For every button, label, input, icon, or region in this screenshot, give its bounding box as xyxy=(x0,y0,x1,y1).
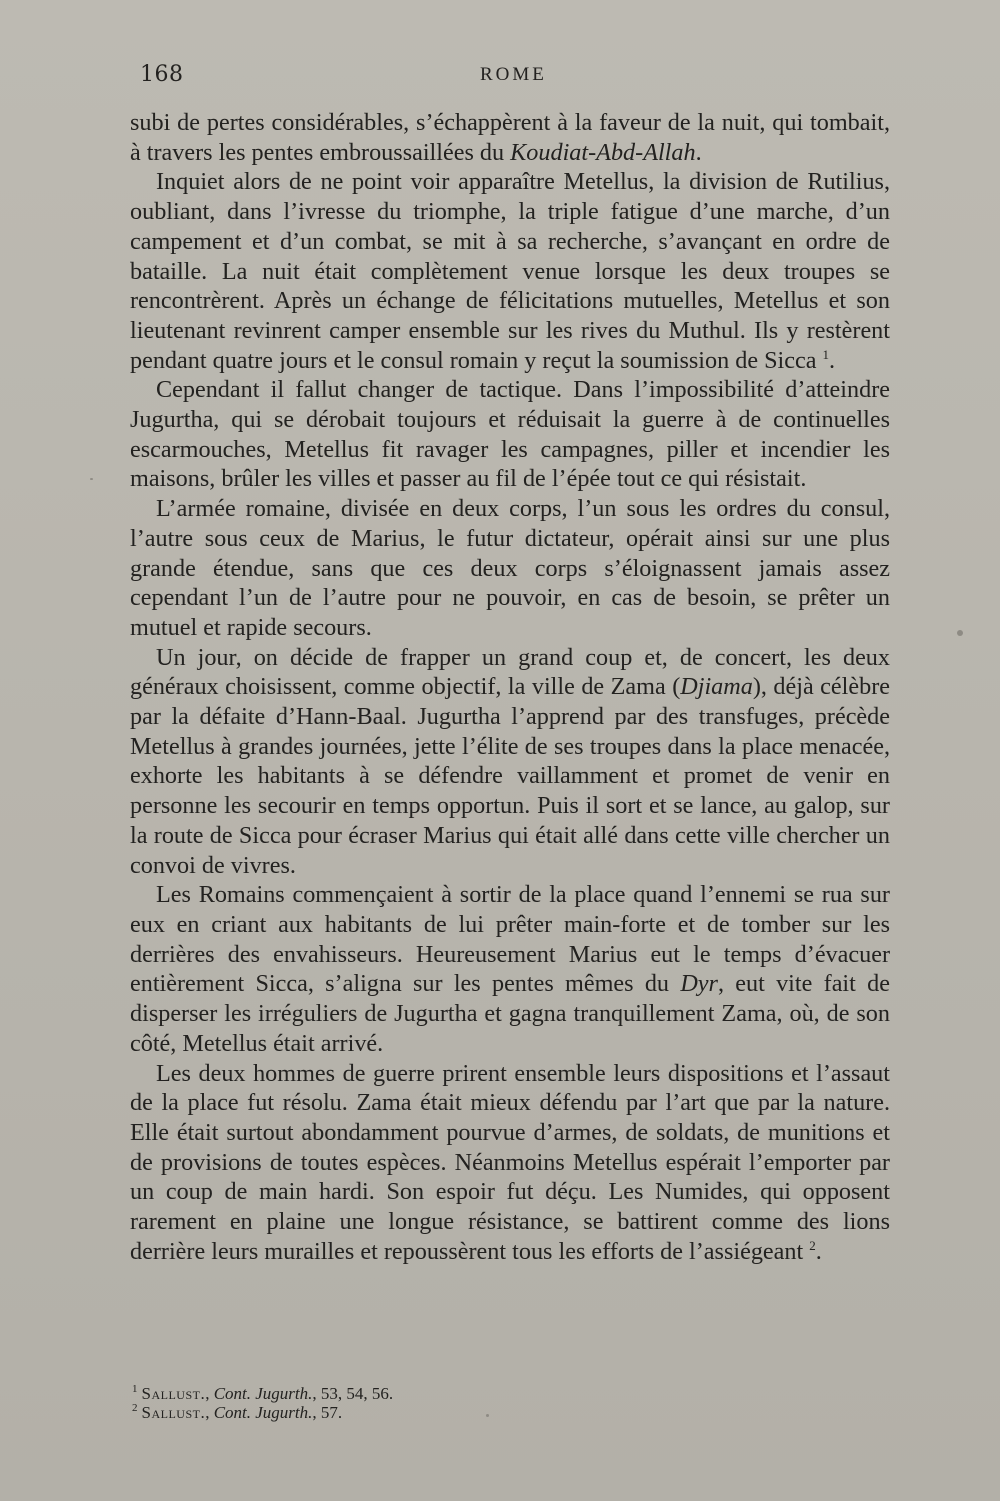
paragraph-text: Les deux hommes de guerre prirent ensemble leurs dispositions et l’assaut de la place fut résolu. Zama était mieux défendu par l’art que par la nature. Elle était surtout abondamment pourvue d’armes, de soldats, de munitions et de provisions de toutes espèces. Néanmoins Metellus espérait l’emporter par un coup de main hardi. Son espoir fut déçu. Les Numides, qui opposent rarement en plaine une longue résistance, se battirent comme des lions derrière leurs murailles et repoussèrent tous les efforts de l’assiégeant xyxy=(130,1059,890,1265)
body-text xyxy=(130,108,890,1266)
footnote-mark: 1 xyxy=(132,1383,138,1396)
paragraph xyxy=(130,1059,890,1267)
paragraph-text: . xyxy=(695,138,702,166)
paragraph xyxy=(130,375,890,494)
footnote-work: Cont. Jugurth. xyxy=(213,1403,313,1422)
footnote-separator: , xyxy=(205,1384,214,1403)
paragraph-text: ), déjà célèbre par la défaite d’Hann-Baal. Jugurtha l’apprend par des transfuges, précède Metellus à grandes journées, jette l’élite de ses troupes dans la place menacée, exhorte les habitants à se défendre vaillamment et promet de venir en personne les secourir en temps opportun. Puis il sort et se lance, au galop, sur la route de Sicca pour écraser Marius qui était allé dans cette ville chercher un convoi de vivres. xyxy=(130,673,890,879)
paragraph xyxy=(130,494,890,643)
paragraph-text: Un jour, on décide de frapper un grand coup et, de concert, les deux généraux choisissent, comme objectif, la ville de Zama ( xyxy=(130,643,890,701)
paragraph xyxy=(130,167,890,375)
paragraph-text: , eut vite fait de disperser les irréguliers de Jugurtha et gagna tranquillement Zama, où, de son côté, Metellus était arrivé. xyxy=(130,970,890,1057)
paragraph-text: Les Romains commençaient à sortir de la place quand l’ennemi se rua sur eux en criant aux habitants de lui prêter main-forte et de tomber sur les derrières des envahisseurs. Heureusement Marius eut le temps d’évacuer entièrement Sicca, s’aligna sur les pentes mêmes du xyxy=(130,881,890,998)
running-head: ROME xyxy=(480,64,547,85)
page-header xyxy=(140,62,880,92)
footnote-separator: , xyxy=(205,1403,214,1422)
ink-speck xyxy=(957,630,963,636)
paragraph-text: L’armée romaine, divisée en deux corps, l’un sous les ordres du consul, l’autre sous ceux de Marius, le futur dictateur, opérait ainsi sur une plus grande étendue, sans que ces deux corps s’éloignassent jamais assez cependant l’un de l’autre pour ne pouvoir, en cas de besoin, se prêter un mutuel et rapide secours. xyxy=(130,495,890,641)
paragraph xyxy=(130,880,890,1058)
italic-term: Dyr xyxy=(680,970,718,998)
footnote-author: Sallust. xyxy=(141,1403,206,1422)
footnote-mark: 2 xyxy=(132,1402,138,1415)
paragraph-text: Cependant il fallut changer de tactique. Dans l’impossibilité d’atteindre Jugurtha, qui se dérobait toujours et réduisait la guerre à de continuelles escarmouches, Metellus fit ravager les campagnes, piller et incendier les maisons, brûler les villes et passer au fil de l’épée tout ce qui résistait. xyxy=(130,376,890,493)
footnote-ref: 1 xyxy=(822,346,830,362)
footnote-author: Sallust. xyxy=(141,1384,206,1403)
italic-term: Djiama xyxy=(680,673,753,701)
paragraph xyxy=(130,108,890,167)
footnote-ref: 2 xyxy=(809,1237,816,1253)
paragraph-text: subi de pertes considérables, s’échappèrent à la faveur de la nuit, qui tombait, à travers les pentes embroussaillées du xyxy=(130,109,890,166)
paragraph xyxy=(130,643,890,881)
footnotes xyxy=(132,1384,832,1422)
paragraph-text: Inquiet alors de ne point voir apparaître Metellus, la division de Rutilius, oubliant, dans l’ivresse du triomphe, la triple fatigue d’une marche, d’un campement et d’un combat, se mit à sa recherche, s’avançant en ordre de bataille. La nuit était complètement venue lorsque les deux troupes se rencontrèrent. Après un échange de félicitations mutuelles, Metellus et son lieutenant revinrent camper ensemble sur les rives du Muthul. Ils y restèrent pendant quatre jours et le consul romain y reçut la soumission de Sicca xyxy=(130,168,890,374)
page-number: 168 xyxy=(140,62,184,87)
ink-speck xyxy=(90,478,93,480)
paragraph-text: . xyxy=(829,346,836,374)
footnote-reference: , 53, 54, 56. xyxy=(312,1384,394,1403)
footnote xyxy=(132,1384,832,1403)
footnote-reference: , 57. xyxy=(312,1403,343,1422)
paragraph-text: . xyxy=(815,1237,822,1265)
italic-term: Koudiat-Abd-Allah xyxy=(510,138,696,166)
footnote xyxy=(132,1403,832,1422)
footnote-work: Cont. Jugurth. xyxy=(213,1384,313,1403)
